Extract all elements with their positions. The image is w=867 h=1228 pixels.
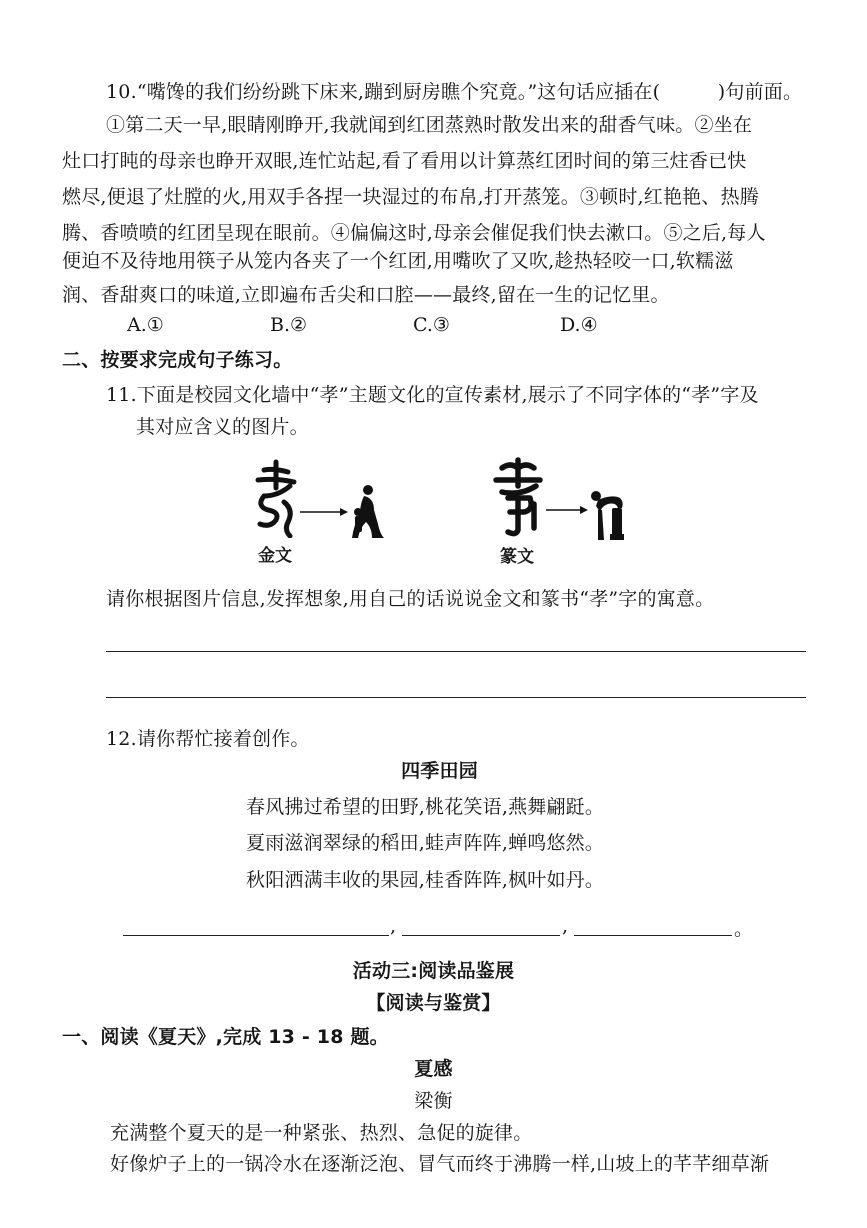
section-2-title: 二、按要求完成句子练习。	[62, 349, 293, 371]
poem-blank-2[interactable]	[402, 935, 560, 936]
q11-answer-line-1[interactable]	[106, 651, 806, 652]
poem-blank-3[interactable]	[574, 935, 732, 936]
article-title: 夏感	[414, 1058, 453, 1080]
poem-blank-end: 。	[734, 918, 754, 940]
q11-answer-line-2[interactable]	[106, 697, 806, 698]
jinwen-figure-icon	[350, 484, 386, 540]
q10-passage-line-4: 腾、香喷喷的红团呈现在眼前。④偏偏这时,母亲会催促我们快去漱口。⑤之后,每人	[62, 222, 766, 244]
q10-passage-line-2: 灶口打盹的母亲也睁开双眼,连忙站起,看了看用以计算蒸红团时间的第三炷香已快	[62, 150, 747, 172]
q10-passage-line-3: 燃尽,便退了灶膛的火,用双手各捏一块湿过的布帛,打开蒸笼。③顿时,红艳艳、热腾	[62, 186, 759, 208]
reading-instruction: 一、阅读《夏天》,完成 13 - 18 题。	[62, 1026, 389, 1048]
zhuanwen-figure-icon	[588, 486, 628, 542]
activity-3-title: 活动三:阅读品鉴展	[352, 960, 515, 982]
article-author: 梁衡	[414, 1090, 453, 1112]
arrow-right-icon	[300, 505, 350, 519]
poem-blank-1[interactable]	[123, 935, 389, 936]
q10-option-a[interactable]: A.①	[127, 314, 164, 336]
q10-option-d[interactable]: D.④	[560, 314, 598, 336]
poem-line-1: 春风拂过希望的田野,桃花笑语,燕舞翩跹。	[246, 796, 605, 818]
q10-passage-line-5: 便迫不及待地用筷子从笼内各夹了一个红团,用嘴吹了又吹,趁热轻咬一口,软糯滋	[62, 250, 734, 272]
q10-option-b[interactable]: B.②	[270, 314, 308, 336]
jinwen-xiao-character-icon	[250, 458, 300, 538]
q11-stem-line-2: 其对应含义的图片。	[136, 416, 309, 438]
zhuanwen-xiao-character-icon	[490, 456, 546, 538]
poem-title: 四季田园	[401, 760, 478, 782]
label-jinwen: 金文	[258, 546, 292, 566]
activity-3-subtitle: 【阅读与鉴赏】	[366, 992, 501, 1014]
article-paragraph-1: 充满整个夏天的是一种紧张、热烈、急促的旋律。	[110, 1122, 533, 1144]
arrow-right-icon	[546, 503, 590, 517]
poem-blank-sep-1: ,	[390, 915, 397, 937]
q10-option-c[interactable]: C.③	[413, 314, 450, 336]
q11-prompt: 请你根据图片信息,发挥想象,用自己的话说说金文和篆书“孝”字的寓意。	[106, 588, 715, 610]
label-zhuanwen: 篆文	[500, 547, 534, 567]
poem-line-3: 秋阳洒满丰收的果园,桂香阵阵,枫叶如丹。	[246, 869, 605, 891]
poem-blank-sep-2: ,	[562, 915, 569, 937]
article-paragraph-2: 好像炉子上的一锅冷水在逐渐泛泡、冒气而终于沸腾一样,山坡上的芊芊细草渐	[110, 1153, 770, 1175]
q12-stem: 12.请你帮忙接着创作。	[106, 728, 310, 750]
q11-stem-line-1: 11.下面是校园文化墙中“孝”主题文化的宣传素材,展示了不同字体的“孝”字及	[106, 384, 759, 406]
q10-passage-line-1: ①第二天一早,眼睛刚睁开,我就闻到红团蒸熟时散发出来的甜香气味。②坐在	[106, 114, 753, 136]
poem-line-2: 夏雨滋润翠绿的稻田,蛙声阵阵,蝉鸣悠然。	[246, 832, 605, 854]
q10-stem: 10.“嘴馋的我们纷纷跳下床来,蹦到厨房瞧个究竟。”这句话应插在( )句前面。	[106, 81, 803, 103]
q10-passage-line-6: 润、香甜爽口的味道,立即遍布舌尖和口腔——最终,留在一生的记忆里。	[62, 284, 670, 306]
